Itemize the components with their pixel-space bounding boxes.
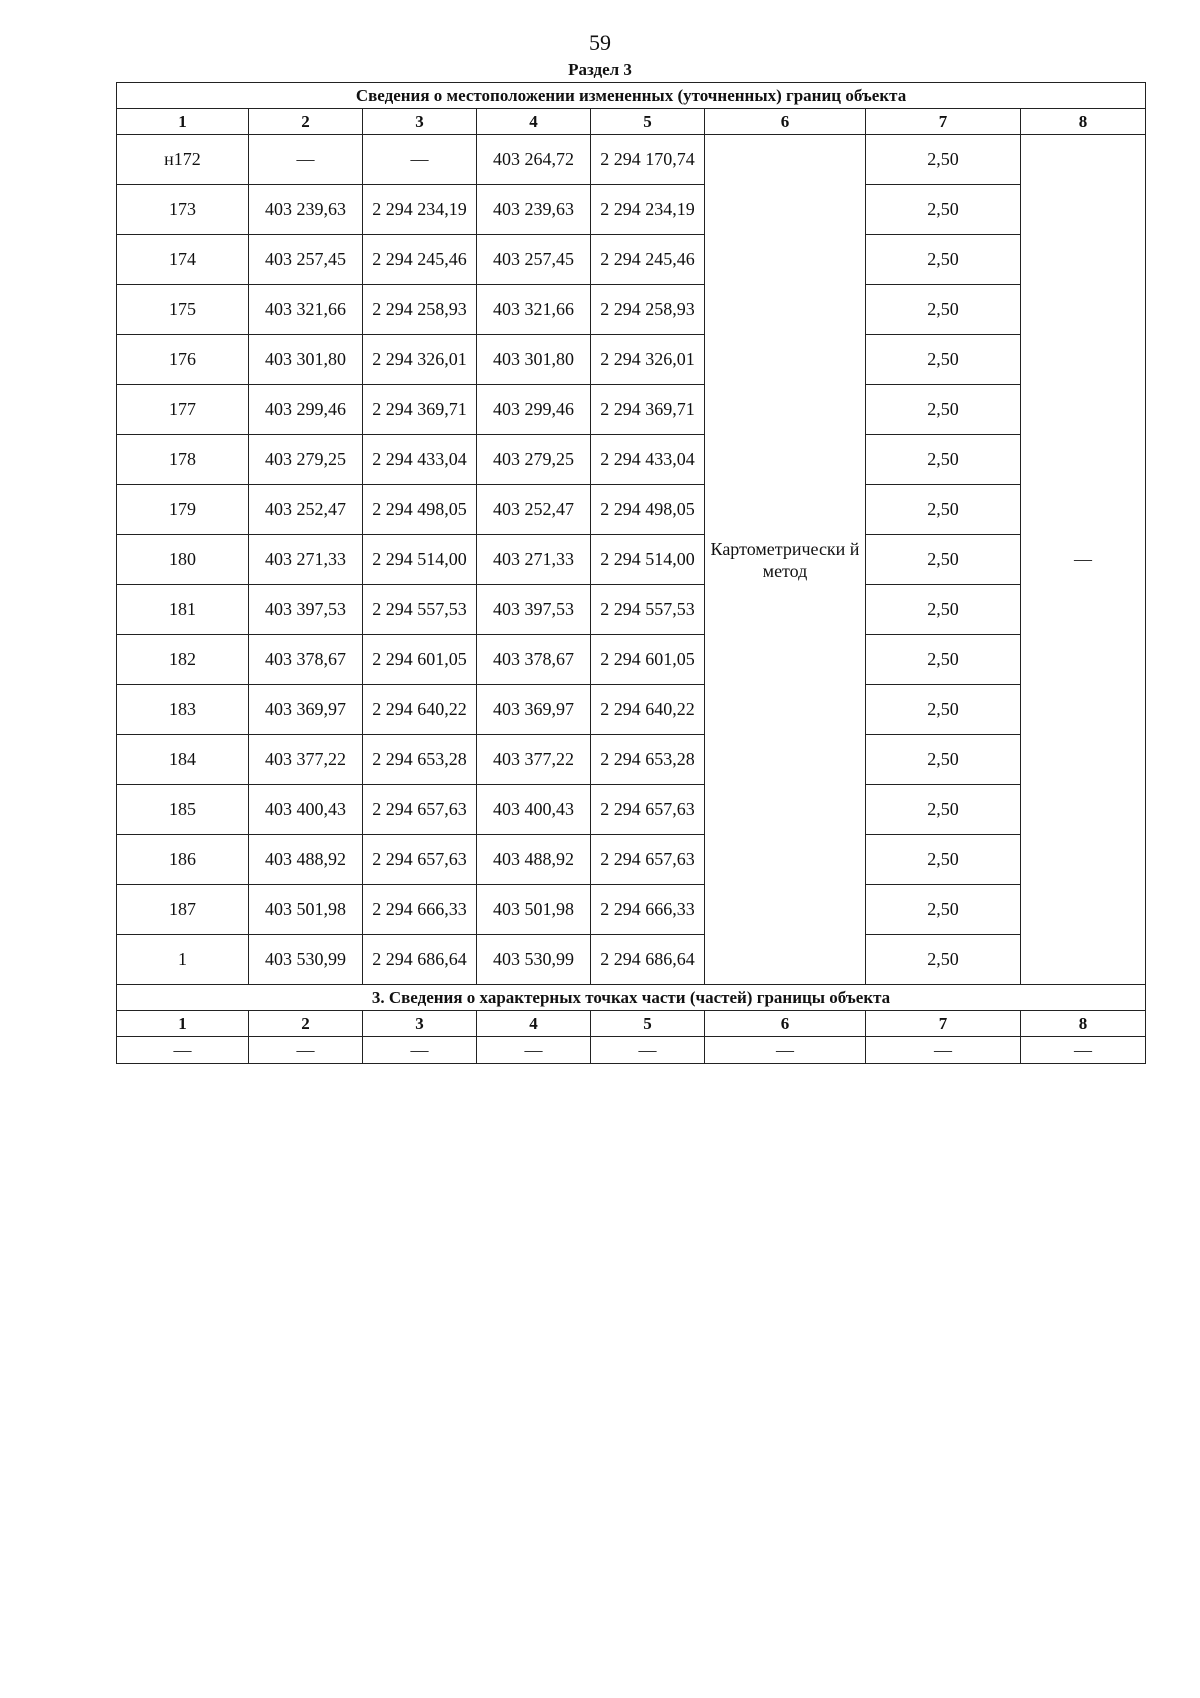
cell-y-new: 2 294 514,00 xyxy=(591,535,705,585)
cell-y-old: 2 294 245,46 xyxy=(363,235,477,285)
cell-x-new: 403 400,43 xyxy=(477,785,591,835)
cell-x-old: — xyxy=(249,135,363,185)
section2-title: 3. Сведения о характерных точках части (частей) границы объекта xyxy=(117,985,1146,1011)
description-cell: — xyxy=(1021,135,1146,985)
cell-y-old: 2 294 657,63 xyxy=(363,785,477,835)
method-cell: Картометрически й метод xyxy=(705,135,866,985)
cell-x-new: 403 378,67 xyxy=(477,635,591,685)
cell-y-old: 2 294 653,28 xyxy=(363,735,477,785)
cell-y-old: 2 294 234,19 xyxy=(363,185,477,235)
cell-x-old: 403 299,46 xyxy=(249,385,363,435)
table-row xyxy=(117,335,1146,385)
cell-y-old: 2 294 640,22 xyxy=(363,685,477,735)
table-cell: — xyxy=(249,1037,363,1064)
cell-y-new: 2 294 326,01 xyxy=(591,335,705,385)
cell-precision: 2,50 xyxy=(866,485,1021,535)
cell-point: 187 xyxy=(117,885,249,935)
column-number: 3 xyxy=(363,1011,477,1037)
cell-y-new: 2 294 498,05 xyxy=(591,485,705,535)
cell-point: 179 xyxy=(117,485,249,535)
column-number: 2 xyxy=(249,1011,363,1037)
table-row xyxy=(117,935,1146,985)
cell-x-old: 403 369,97 xyxy=(249,685,363,735)
cell-point: 182 xyxy=(117,635,249,685)
cell-point: 180 xyxy=(117,535,249,585)
cell-y-old: 2 294 258,93 xyxy=(363,285,477,335)
table-cell: — xyxy=(363,1037,477,1064)
table-row xyxy=(117,385,1146,435)
column-number: 6 xyxy=(705,109,866,135)
table-row xyxy=(117,535,1146,585)
cell-x-old: 403 239,63 xyxy=(249,185,363,235)
cell-y-new: 2 294 369,71 xyxy=(591,385,705,435)
cell-y-old: 2 294 601,05 xyxy=(363,635,477,685)
section2-column-number-row xyxy=(117,1011,1146,1037)
cell-point: 184 xyxy=(117,735,249,785)
cell-y-new: 2 294 170,74 xyxy=(591,135,705,185)
cell-precision: 2,50 xyxy=(866,635,1021,685)
cell-x-new: 403 279,25 xyxy=(477,435,591,485)
cell-precision: 2,50 xyxy=(866,585,1021,635)
cell-y-old: 2 294 498,05 xyxy=(363,485,477,535)
cell-precision: 2,50 xyxy=(866,935,1021,985)
table-row xyxy=(117,235,1146,285)
cell-y-new: 2 294 557,53 xyxy=(591,585,705,635)
table-title: Сведения о местоположении измененных (уточненных) границ объекта xyxy=(117,83,1146,109)
cell-x-old: 403 378,67 xyxy=(249,635,363,685)
cell-x-old: 403 501,98 xyxy=(249,885,363,935)
cell-point: 174 xyxy=(117,235,249,285)
cell-point: 175 xyxy=(117,285,249,335)
cell-y-old: 2 294 686,64 xyxy=(363,935,477,985)
cell-x-old: 403 400,43 xyxy=(249,785,363,835)
cell-y-new: 2 294 653,28 xyxy=(591,735,705,785)
column-number: 3 xyxy=(363,109,477,135)
table-cell: — xyxy=(591,1037,705,1064)
column-number: 7 xyxy=(866,109,1021,135)
cell-precision: 2,50 xyxy=(866,185,1021,235)
table-row xyxy=(117,885,1146,935)
table-row xyxy=(117,185,1146,235)
cell-point: 173 xyxy=(117,185,249,235)
column-number-row xyxy=(117,109,1146,135)
cell-point: 176 xyxy=(117,335,249,385)
cell-x-old: 403 257,45 xyxy=(249,235,363,285)
cell-y-new: 2 294 234,19 xyxy=(591,185,705,235)
cell-x-old: 403 301,80 xyxy=(249,335,363,385)
cell-y-old: 2 294 666,33 xyxy=(363,885,477,935)
cell-y-old: 2 294 557,53 xyxy=(363,585,477,635)
column-number: 5 xyxy=(591,1011,705,1037)
cell-point: 183 xyxy=(117,685,249,735)
cell-x-old: 403 377,22 xyxy=(249,735,363,785)
cell-y-old: 2 294 326,01 xyxy=(363,335,477,385)
cell-y-old: 2 294 657,63 xyxy=(363,835,477,885)
cell-point: н172 xyxy=(117,135,249,185)
column-number: 2 xyxy=(249,109,363,135)
cell-precision: 2,50 xyxy=(866,735,1021,785)
cell-y-new: 2 294 657,63 xyxy=(591,785,705,835)
cell-x-new: 403 301,80 xyxy=(477,335,591,385)
cell-precision: 2,50 xyxy=(866,135,1021,185)
cell-y-new: 2 294 258,93 xyxy=(591,285,705,335)
cell-precision: 2,50 xyxy=(866,435,1021,485)
section2-title-row xyxy=(117,985,1146,1011)
cell-precision: 2,50 xyxy=(866,285,1021,335)
boundary-table xyxy=(116,82,1146,1064)
column-number: 4 xyxy=(477,1011,591,1037)
column-number: 4 xyxy=(477,109,591,135)
cell-x-old: 403 530,99 xyxy=(249,935,363,985)
cell-y-new: 2 294 601,05 xyxy=(591,635,705,685)
table-row xyxy=(117,485,1146,535)
cell-x-new: 403 369,97 xyxy=(477,685,591,735)
table-row xyxy=(117,635,1146,685)
cell-x-new: 403 397,53 xyxy=(477,585,591,635)
cell-precision: 2,50 xyxy=(866,885,1021,935)
table-row xyxy=(117,835,1146,885)
table-row xyxy=(117,735,1146,785)
cell-y-new: 2 294 245,46 xyxy=(591,235,705,285)
cell-x-new: 403 501,98 xyxy=(477,885,591,935)
cell-y-old: 2 294 369,71 xyxy=(363,385,477,435)
cell-x-old: 403 271,33 xyxy=(249,535,363,585)
column-number: 8 xyxy=(1021,109,1146,135)
section-label: Раздел 3 xyxy=(568,60,632,79)
cell-y-old: 2 294 433,04 xyxy=(363,435,477,485)
table-cell: — xyxy=(1021,1037,1146,1064)
table-row xyxy=(117,135,1146,185)
cell-y-old: — xyxy=(363,135,477,185)
column-number: 7 xyxy=(866,1011,1021,1037)
table-row xyxy=(117,585,1146,635)
section2-row xyxy=(117,1037,1146,1064)
cell-y-new: 2 294 657,63 xyxy=(591,835,705,885)
cell-precision: 2,50 xyxy=(866,235,1021,285)
cell-x-new: 403 257,45 xyxy=(477,235,591,285)
cell-x-new: 403 264,72 xyxy=(477,135,591,185)
table-cell: — xyxy=(866,1037,1021,1064)
cell-y-new: 2 294 640,22 xyxy=(591,685,705,735)
cell-x-new: 403 252,47 xyxy=(477,485,591,535)
cell-precision: 2,50 xyxy=(866,685,1021,735)
cell-x-old: 403 252,47 xyxy=(249,485,363,535)
table-row xyxy=(117,435,1146,485)
cell-x-new: 403 488,92 xyxy=(477,835,591,885)
table-row xyxy=(117,285,1146,335)
table-cell: — xyxy=(117,1037,249,1064)
cell-point: 1 xyxy=(117,935,249,985)
cell-x-new: 403 321,66 xyxy=(477,285,591,335)
cell-x-new: 403 299,46 xyxy=(477,385,591,435)
cell-x-old: 403 397,53 xyxy=(249,585,363,635)
cell-precision: 2,50 xyxy=(866,535,1021,585)
cell-x-new: 403 239,63 xyxy=(477,185,591,235)
column-number: 5 xyxy=(591,109,705,135)
table-title-row xyxy=(117,83,1146,109)
cell-x-old: 403 279,25 xyxy=(249,435,363,485)
cell-precision: 2,50 xyxy=(866,785,1021,835)
table-row xyxy=(117,685,1146,735)
cell-y-new: 2 294 433,04 xyxy=(591,435,705,485)
column-number: 8 xyxy=(1021,1011,1146,1037)
cell-x-new: 403 377,22 xyxy=(477,735,591,785)
cell-precision: 2,50 xyxy=(866,835,1021,885)
column-number: 1 xyxy=(117,109,249,135)
cell-x-old: 403 488,92 xyxy=(249,835,363,885)
page-number: 59 xyxy=(589,30,611,55)
cell-point: 181 xyxy=(117,585,249,635)
cell-y-old: 2 294 514,00 xyxy=(363,535,477,585)
cell-point: 185 xyxy=(117,785,249,835)
cell-point: 177 xyxy=(117,385,249,435)
column-number: 1 xyxy=(117,1011,249,1037)
cell-x-old: 403 321,66 xyxy=(249,285,363,335)
table-row xyxy=(117,785,1146,835)
cell-x-new: 403 271,33 xyxy=(477,535,591,585)
cell-precision: 2,50 xyxy=(866,335,1021,385)
cell-y-new: 2 294 686,64 xyxy=(591,935,705,985)
column-number: 6 xyxy=(705,1011,866,1037)
cell-precision: 2,50 xyxy=(866,385,1021,435)
table-cell: — xyxy=(477,1037,591,1064)
table-cell: — xyxy=(705,1037,866,1064)
cell-point: 186 xyxy=(117,835,249,885)
cell-point: 178 xyxy=(117,435,249,485)
cell-y-new: 2 294 666,33 xyxy=(591,885,705,935)
cell-x-new: 403 530,99 xyxy=(477,935,591,985)
